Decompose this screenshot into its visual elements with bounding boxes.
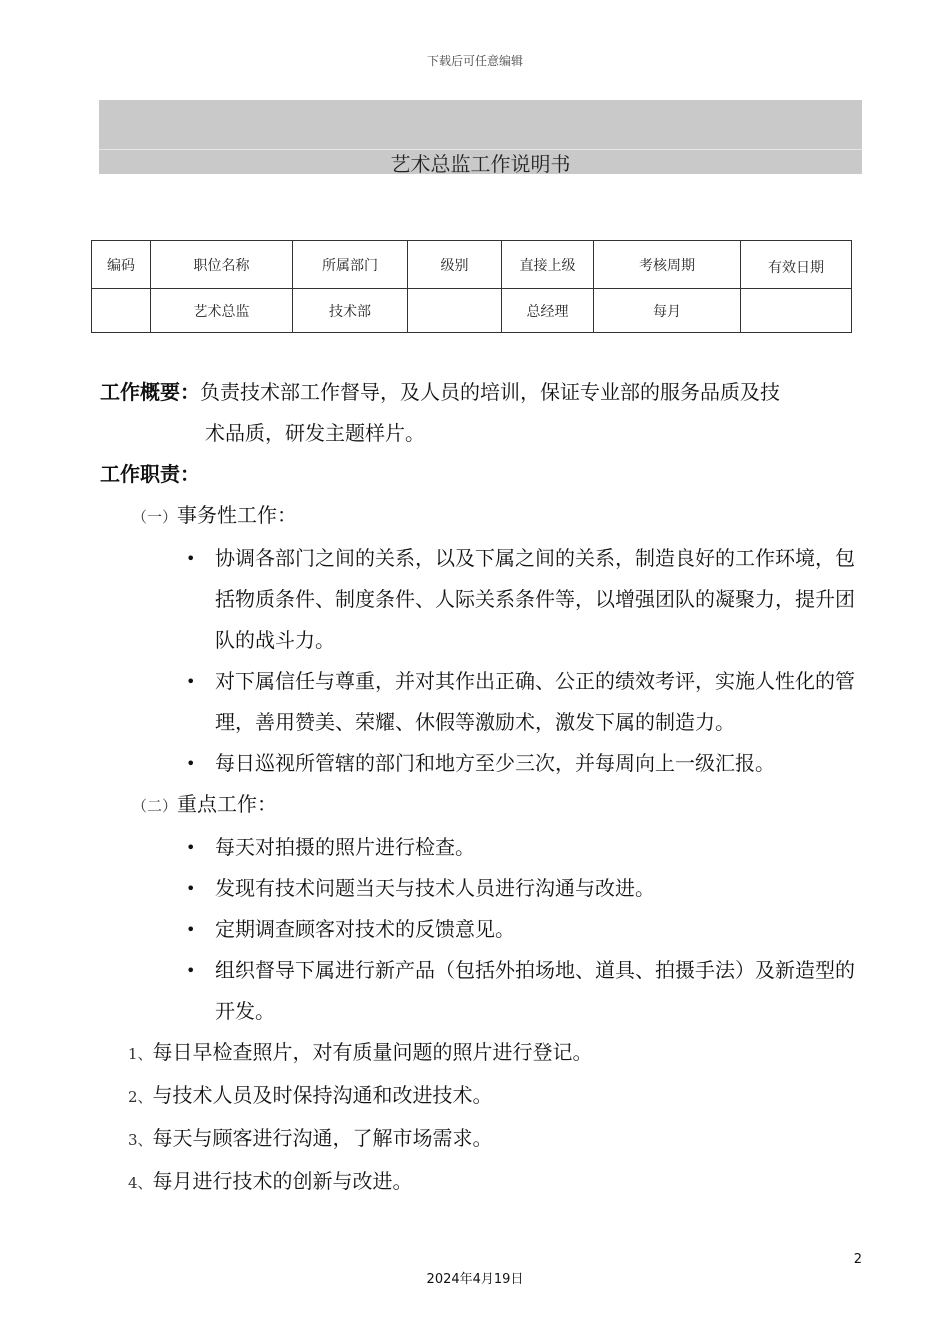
list-item-text: 组织督导下属进行新产品（包括外拍场地、道具、拍摄手法）及新造型的开发。	[215, 958, 855, 1023]
numbered-item	[100, 1075, 862, 1118]
summary-continuation: 术品质，研发主题样片。	[205, 421, 425, 445]
bullet-icon: •	[186, 838, 196, 857]
section-marker: （二）	[132, 797, 178, 815]
footer-date: 2024年4月19日	[426, 1272, 524, 1287]
table-header-cell: 职位名称	[151, 241, 293, 289]
section-heading	[100, 784, 862, 827]
numbered-item-text: 每月进行技术的创新与改进。	[152, 1169, 413, 1193]
bullet-icon: •	[186, 920, 196, 939]
list-item	[100, 909, 862, 950]
table-header-row	[92, 241, 852, 289]
list-item	[100, 743, 862, 784]
page-number: 2	[853, 1252, 862, 1267]
summary-line	[100, 372, 862, 413]
numbered-item	[100, 1032, 862, 1075]
table-header-cell: 级别	[408, 241, 502, 289]
bullet-icon: •	[186, 754, 196, 773]
table-cell: 技术部	[293, 289, 408, 333]
numbered-item	[100, 1118, 862, 1161]
section-heading	[100, 495, 862, 538]
list-item	[100, 868, 862, 909]
table-cell	[408, 289, 502, 333]
duties-label: 工作职责：	[100, 462, 200, 486]
list-item-text: 每天对拍摄的照片进行检查。	[215, 835, 475, 859]
table-cell: 总经理	[502, 289, 594, 333]
list-item-text: 协调各部门之间的关系，以及下属之间的关系，制造良好的工作环境，包括物质条件、制度条件、人际关系条件等，以增强团队的凝聚力，提升团队的战斗力。	[215, 546, 855, 652]
bullet-icon: •	[186, 879, 196, 898]
job-info-table	[91, 240, 852, 333]
numbered-item-text: 每天与顾客进行沟通，了解市场需求。	[152, 1126, 493, 1150]
list-item-text: 每日巡视所管辖的部门和地方至少三次，并每周向上一级汇报。	[215, 751, 775, 775]
table-cell: 艺术总监	[151, 289, 293, 333]
bullet-icon: •	[186, 672, 196, 691]
summary-label: 工作概要：	[100, 380, 200, 404]
list-item	[100, 538, 862, 661]
table-header-cell: 直接上级	[502, 241, 594, 289]
item-number: 1、	[128, 1045, 153, 1063]
page-title: 艺术总监工作说明书	[390, 152, 571, 176]
list-item	[100, 661, 862, 743]
list-item-text: 对下属信任与尊重，并对其作出正确、公正的绩效考评，实施人性化的管理，善用赞美、荣耀、休假等激励术，激发下属的制造力。	[215, 669, 855, 734]
numbered-item	[100, 1161, 862, 1204]
document-body	[100, 372, 862, 1204]
bullet-icon: •	[186, 961, 196, 980]
list-item	[100, 950, 862, 1032]
item-number: 2、	[128, 1088, 153, 1106]
table-cell	[92, 289, 151, 333]
list-item-text: 定期调查顾客对技术的反馈意见。	[215, 917, 515, 941]
table-header-cell: 编码	[92, 241, 151, 289]
item-number: 4、	[128, 1174, 153, 1192]
table-row	[92, 289, 852, 333]
section-title: 事务性工作：	[177, 503, 298, 527]
table-header-cell: 有效日期	[741, 241, 852, 289]
list-item	[100, 827, 862, 868]
section-title: 重点工作：	[177, 792, 278, 816]
list-item-text: 发现有技术问题当天与技术人员进行沟通与改进。	[215, 876, 655, 900]
numbered-item-text: 与技术人员及时保持沟通和改进技术。	[152, 1083, 493, 1107]
table-header-cell: 考核周期	[594, 241, 741, 289]
section-marker: （一）	[132, 508, 178, 526]
summary-text: 负责技术部工作督导，及人员的培训，保证专业部的服务品质及技	[200, 380, 780, 404]
table-header-cell: 所属部门	[293, 241, 408, 289]
table-cell	[741, 289, 852, 333]
item-number: 3、	[128, 1131, 153, 1149]
bullet-icon: •	[186, 549, 196, 568]
table-cell: 每月	[594, 289, 741, 333]
header-note: 下载后可任意编辑	[426, 54, 523, 68]
numbered-item-text: 每日早检查照片，对有质量问题的照片进行登记。	[152, 1040, 593, 1064]
